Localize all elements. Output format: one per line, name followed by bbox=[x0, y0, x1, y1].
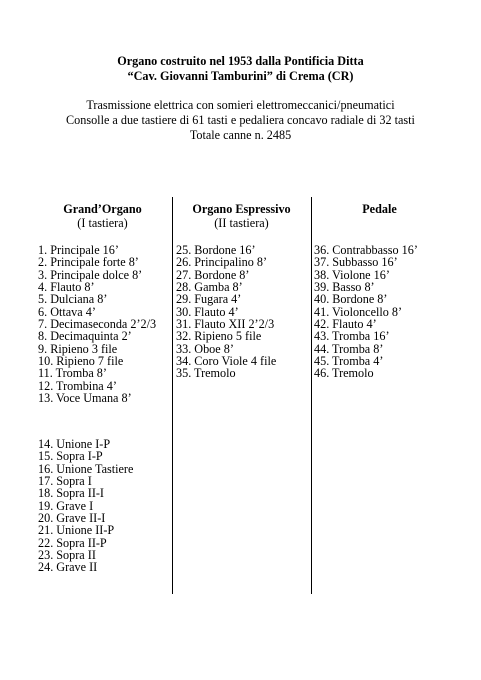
stop-item: 38. Violone 16’ bbox=[314, 267, 390, 282]
stop-item: 34. Coro Viole 4 file bbox=[176, 354, 277, 369]
column-divider-1 bbox=[172, 197, 173, 594]
stop-item: 39. Basso 8’ bbox=[314, 280, 375, 295]
stop-item: 40. Bordone 8’ bbox=[314, 292, 388, 307]
coupler-item: 21. Unione II-P bbox=[38, 523, 115, 538]
organo-espressivo-stop-list bbox=[176, 244, 276, 380]
column-subtitle-grand-organo: (I tastiera) bbox=[77, 216, 128, 230]
stop-item: 5. Dulciana 8’ bbox=[38, 292, 108, 307]
stop-item: 10. Ripieno 7 file bbox=[38, 354, 124, 369]
stop-item: 28. Gamba 8’ bbox=[176, 280, 243, 295]
document-title-line-1: Organo costruito nel 1953 dalla Pontificia Ditta bbox=[117, 54, 364, 68]
coupler-item: 14. Unione I-P bbox=[38, 437, 111, 451]
stop-item: 43. Tromba 16’ bbox=[314, 329, 390, 344]
stop-item: 11. Tromba 8’ bbox=[38, 366, 107, 381]
stop-item: 9. Ripieno 3 file bbox=[38, 341, 118, 356]
column-title-grand-organo: Grand’Organo bbox=[63, 202, 142, 216]
coupler-list bbox=[38, 438, 133, 574]
info-line-console: Consolle a due tastiere di 61 tasti e pedaliera concavo radiale di 32 tasti bbox=[66, 113, 415, 127]
stop-item: 4. Flauto 8’ bbox=[38, 280, 95, 295]
stop-item: 46. Tremolo bbox=[314, 366, 374, 381]
document-title-line-2: “Cav. Giovanni Tamburini” di Crema (CR) bbox=[127, 69, 354, 83]
stop-item: 32. Ripieno 5 file bbox=[176, 329, 262, 344]
column-title-pedale: Pedale bbox=[362, 202, 397, 216]
column-divider-2 bbox=[311, 197, 312, 594]
info-line-pipe-total: Totale canne n. 2485 bbox=[189, 128, 292, 142]
coupler-item: 20. Grave II-I bbox=[38, 511, 106, 526]
coupler-item: 18. Sopra II-I bbox=[38, 486, 104, 501]
stop-item: 3. Principale dolce 8’ bbox=[38, 267, 143, 282]
stop-item: 27. Bordone 8’ bbox=[176, 267, 250, 282]
coupler-item: 23. Sopra II bbox=[38, 548, 96, 563]
stop-item: 1. Principale 16’ bbox=[38, 243, 119, 257]
stop-item: 42. Flauto 4’ bbox=[314, 317, 377, 332]
stop-item: 35. Tremolo bbox=[176, 366, 236, 381]
stop-item: 33. Oboe 8’ bbox=[176, 341, 234, 356]
coupler-item: 19. Grave I bbox=[38, 498, 94, 513]
coupler-item: 16. Unione Tastiere bbox=[38, 461, 134, 476]
pedale-stop-list bbox=[314, 244, 418, 380]
stop-item: 30. Flauto 4’ bbox=[176, 304, 239, 319]
stop-item: 36. Contrabbasso 16’ bbox=[314, 243, 418, 257]
stop-item: 7. Decimaseconda 2’2/3 bbox=[38, 317, 157, 332]
stop-item: 2. Principale forte 8’ bbox=[38, 255, 139, 270]
stop-item: 25. Bordone 16’ bbox=[176, 243, 256, 257]
stop-item: 44. Tromba 8’ bbox=[314, 341, 384, 356]
stop-item: 41. Violoncello 8’ bbox=[314, 304, 403, 319]
stop-item: 29. Fugara 4’ bbox=[176, 292, 242, 307]
column-title-organo-espressivo: Organo Espressivo bbox=[192, 202, 291, 216]
stop-item: 45. Tromba 4’ bbox=[314, 354, 384, 369]
stop-item: 8. Decimaquinta 2’ bbox=[38, 329, 132, 344]
stop-item: 31. Flauto XII 2’2/3 bbox=[176, 317, 275, 332]
grand-organo-stop-list bbox=[38, 244, 156, 404]
stop-item: 26. Principalino 8’ bbox=[176, 255, 268, 270]
stop-item: 37. Subbasso 16’ bbox=[314, 255, 398, 270]
stop-item: 6. Ottava 4’ bbox=[38, 304, 96, 319]
coupler-item: 17. Sopra I bbox=[38, 474, 92, 489]
column-subtitle-organo-espressivo: (II tastiera) bbox=[214, 216, 269, 230]
coupler-item: 22. Sopra II-P bbox=[38, 535, 107, 550]
coupler-item: 24. Grave II bbox=[38, 560, 98, 575]
stop-item: 13. Voce Umana 8’ bbox=[38, 391, 132, 406]
coupler-item: 15. Sopra I-P bbox=[38, 449, 103, 464]
stop-item: 12. Trombina 4’ bbox=[38, 378, 117, 393]
info-line-transmission: Trasmissione elettrica con somieri elettromeccanici/pneumatici bbox=[86, 98, 395, 112]
